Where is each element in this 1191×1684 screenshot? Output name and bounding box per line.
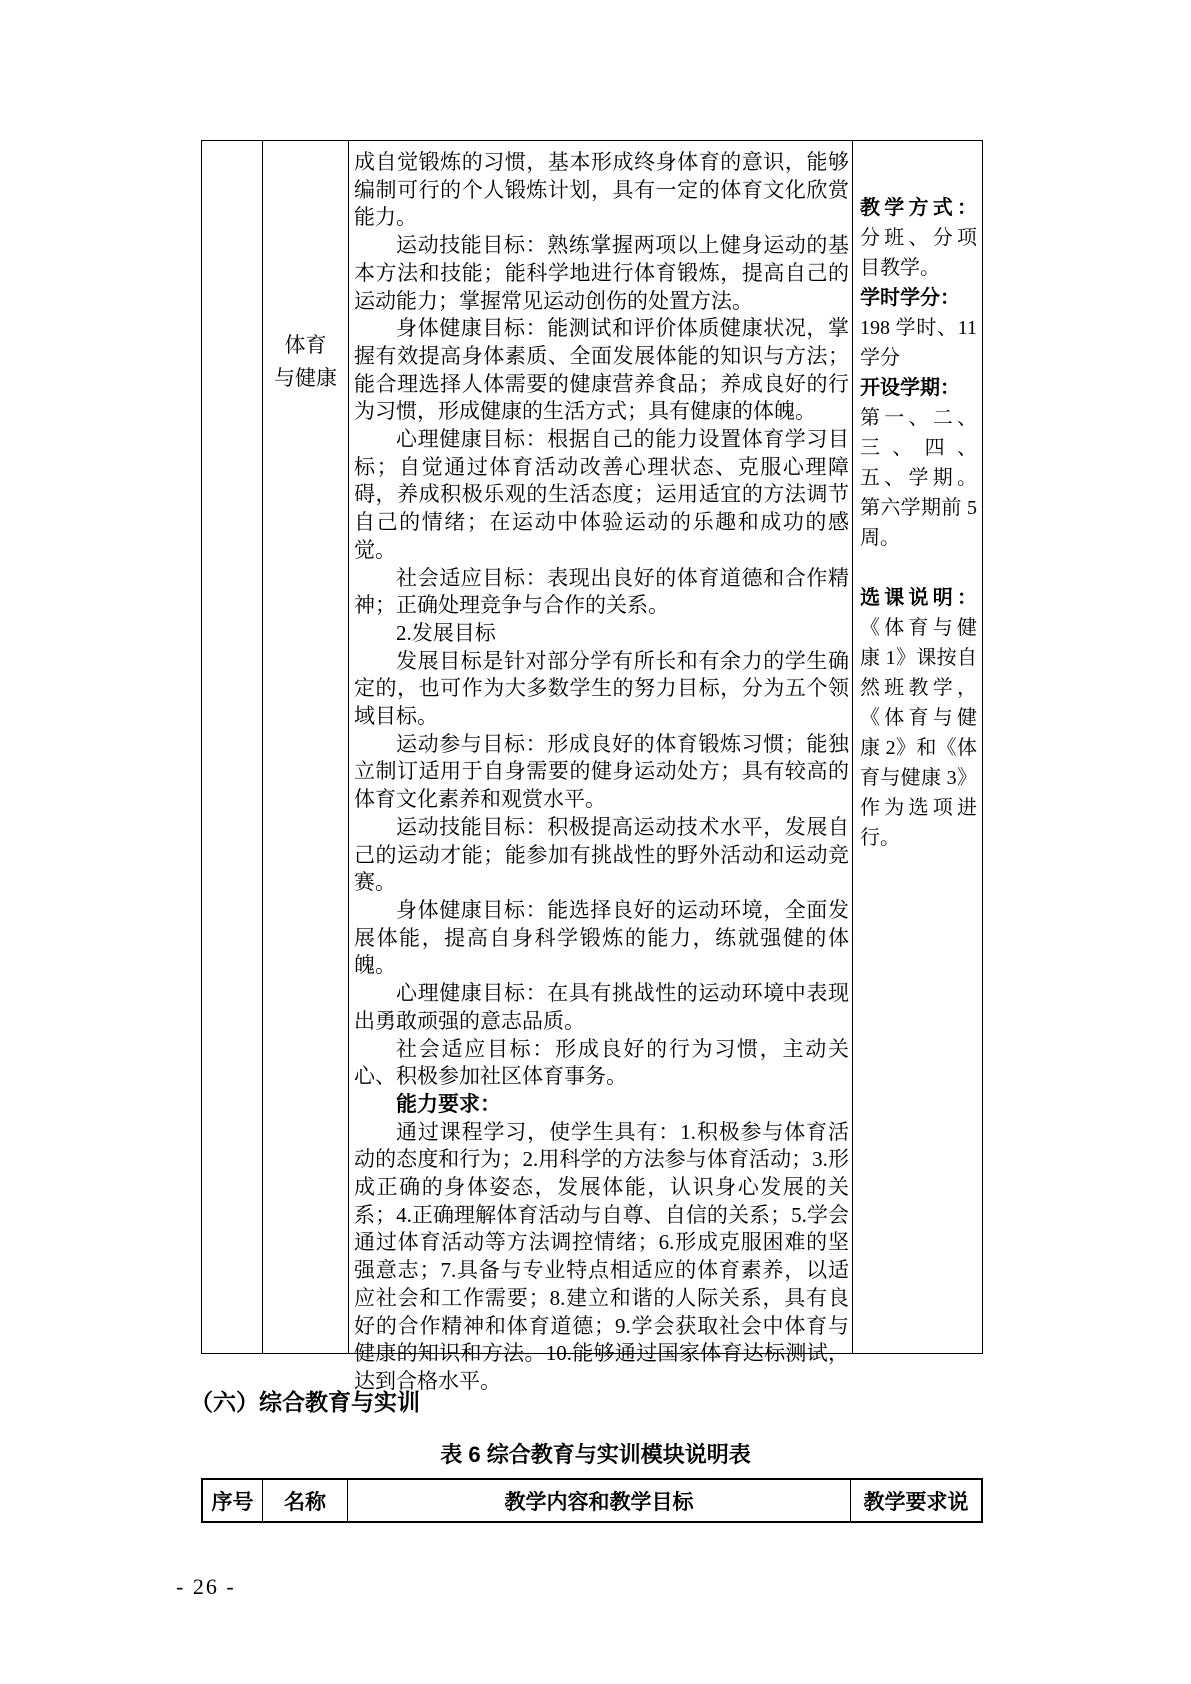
objective-paragraph: 心理健康目标：在具有挑战性的运动环境中表现出勇敢顽强的意志品质。 xyxy=(354,981,849,1033)
hours-credits-value: 198 学时、11 学分 xyxy=(860,317,977,369)
table-cell-objectives xyxy=(349,141,853,1393)
section-heading: （六）综合教育与实训 xyxy=(190,1389,420,1415)
objective-paragraph: 身体健康目标：能测试和评价体质健康状况，掌握有效提高身体素质、全面发展体能的知识与方法；能合理选择人体需要的健康营养食品；养成良好的行为习惯，形成健康的生活方式；具有健康的体魄。 xyxy=(354,316,849,424)
module-name-line2: 与健康 xyxy=(274,366,337,390)
pe-module-table xyxy=(201,140,983,1393)
objective-paragraph: 社会适应目标：形成良好的行为习惯，主动关心、积极参加社区体育事务。 xyxy=(354,1036,849,1089)
hours-credits-label: 学时学分： xyxy=(860,287,960,309)
objective-paragraph: 心理健康目标：根据自己的能力设置体育学习目标；自觉通过体育活动改善心理状态、克服心理障碍，养成积极乐观的生活态度；运用适宜的方法调节自己的情绪；在运动中体验运动的乐趣和成功的感觉。 xyxy=(354,427,849,562)
objective-paragraph: 成自觉锻炼的习惯，基本形成终身体育的意识，能够编制可行的个人锻炼计划，具有一定的体育文化欣赏能力。 xyxy=(354,150,849,230)
table6-header-row xyxy=(201,1478,983,1523)
table-cell-index xyxy=(202,141,263,1353)
ability-requirements-paragraph: 通过课程学习，使学生具有：1.积极参与体育活动的态度和行为；2.用科学的方法参与体育活动；3.形成正确的身体姿态，发展体能，认识身心发展的关系；4.正确理解体育活动与自尊、自信的关系；5.学会通过体育活动等方法调控情绪；6.形成克服困难的坚强意志；7.具备与专业特点相适应的体育素养，以适应社会和工作需要；8.建立和谐的人际关系，具有良好的合作精神和体育道德；9.学会获取社会中体育与健康的知识和方法。10.能够通过国家体育达标测试，达到合格水平。 xyxy=(354,1119,849,1393)
objective-paragraph: 运动技能目标：积极提高运动技术水平，发展自己的运动才能；能参加有挑战性的野外活动和运动竞赛。 xyxy=(354,814,849,895)
teaching-method-value: 分班、分项目教学。 xyxy=(860,227,977,279)
table-cell-teaching-requirements xyxy=(853,141,982,1353)
ability-requirements-heading: 能力要求： xyxy=(396,1092,501,1116)
semester-label: 开设学期： xyxy=(860,377,960,399)
page-number: - 26 - xyxy=(176,1574,236,1599)
course-selection-block xyxy=(860,583,977,853)
table6-caption: 表 6 综合教育与实训模块说明表 xyxy=(440,1442,751,1467)
col-header-requirements: 教学要求说 xyxy=(863,1490,969,1514)
semester-value: 第一、二、三、四、五、学期。第六学期前 5 周。 xyxy=(860,407,977,549)
hours-credits-block xyxy=(860,283,977,373)
objective-paragraph: 运动参与目标：形成良好的体育锻炼习惯；能独立制订适用于自身需要的健身运动处方；具有较高的体育文化素养和观赏水平。 xyxy=(354,731,849,812)
course-selection-value: 《体育与健康 1》课按自然班教学，《体育与健康 2》和《体育与健康 3》作为选项进行。 xyxy=(860,617,977,849)
objective-paragraph: 发展目标是针对部分学有所长和有余力的学生确定的，也可作为大多数学生的努力目标，分为五个领域目标。 xyxy=(354,648,849,729)
course-selection-label: 选课说明： xyxy=(860,587,977,609)
objective-paragraph: 社会适应目标：表现出良好的体育道德和合作精神；正确处理竞争与合作的关系。 xyxy=(354,565,849,618)
teaching-method-label: 教学方式： xyxy=(860,197,977,219)
col-header-serial: 序号 xyxy=(203,1480,263,1521)
col-header-content-goals: 教学内容和教学目标 xyxy=(348,1480,851,1521)
development-goal-heading: 2.发展目标 xyxy=(396,620,496,645)
semester-block xyxy=(860,373,977,553)
objective-paragraph: 运动技能目标：熟练掌握两项以上健身运动的基本方法和技能；能科学地进行体育锻炼，提高自己的运动能力；掌握常见运动创伤的处置方法。 xyxy=(354,233,849,313)
objective-paragraph: 身体健康目标：能选择良好的运动环境，全面发展体能，提高自身科学锻炼的能力，练就强健的体魄。 xyxy=(354,897,849,978)
table-cell-module-name xyxy=(263,141,349,1353)
col-header-name: 名称 xyxy=(263,1480,348,1521)
module-name-line1: 体育 xyxy=(284,333,327,357)
teaching-method-block xyxy=(860,193,977,283)
